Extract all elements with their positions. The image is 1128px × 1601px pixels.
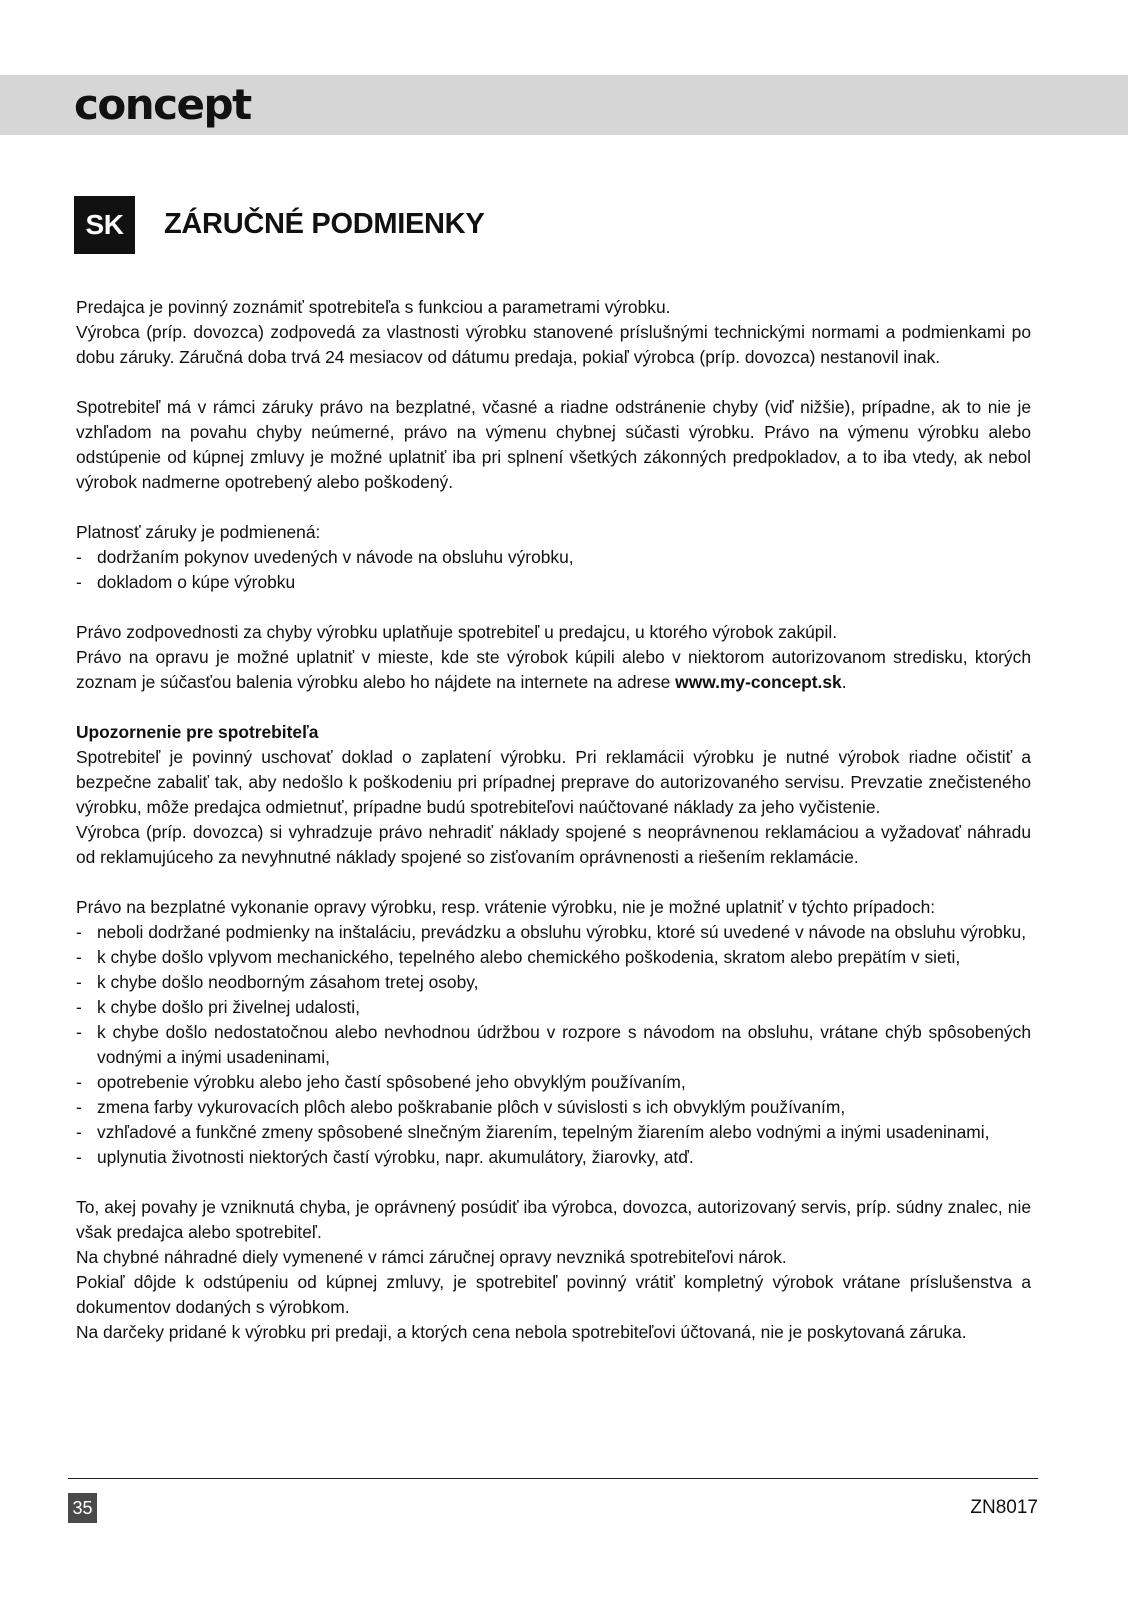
- notice-paragraph-2: Výrobca (príp. dovozca) si vyhradzuje právo nehradiť náklady spojené s neoprávnenou reklamáciou a vyžadovať náhradu od reklamujúceho za nevyhnutné náklady spojené so zisťovaním oprávnenosti a riešením reklamácie.: [76, 822, 1031, 867]
- intro-line-1: Predajca je povinný zoznámiť spotrebiteľa s funkciou a parametrami výrobku.: [76, 297, 671, 317]
- exclusions-heading: Právo na bezplatné vykonanie opravy výrobku, resp. vrátenie výrobku, nie je možné uplatniť v týchto prípadoch:: [76, 897, 936, 917]
- claims-end: .: [841, 672, 847, 692]
- validity-heading: Platnosť záruky je podmienená:: [76, 522, 321, 542]
- list-item: - k chybe došlo pri živelnej udalosti,: [76, 995, 1031, 1020]
- list-item: - neboli dodržané podmienky na inštaláciu, prevádzku a obsluhu výrobku, ktoré sú uvedené v návode na obsluhu výrobku,: [76, 920, 1031, 945]
- claims-line-1: Právo zodpovednosti za chyby výrobku uplatňuje spotrebiteľ u predajcu, u ktorého výrobok zakúpil.: [76, 622, 838, 642]
- list-item: - k chybe došlo neodborným zásahom tretej osoby,: [76, 970, 1031, 995]
- exclusions-list: [76, 920, 1031, 1170]
- website-link[interactable]: www.my-concept.sk: [675, 672, 842, 692]
- final-paragraph-1: To, akej povahy je vzniknutá chyba, je oprávnený posúdiť iba výrobca, dovozca, autorizovaný servis, príp. súdny znalec, nie však predajca alebo spotrebiteľ.: [76, 1197, 1031, 1242]
- list-item: - k chybe došlo nedostatočnou alebo nevhodnou údržbou v rozpore s návodom na obsluhu, vrátane chýb spôsobených vodnými a inými usadeninami,: [76, 1020, 1031, 1070]
- page-number: 35: [68, 1493, 97, 1523]
- notice-paragraph-1: Spotrebiteľ je povinný uschovať doklad o zaplatení výrobku. Pri reklamácii výrobku je nutné výrobok riadne očistiť a bezpečne zabaliť tak, aby nedošlo k poškodeniu pri prípadnej preprave do autorizovaného servisu. Prevzatie znečisteného výrobku, môže predajca odmietnuť, prípadne budú spotrebiteľovi naúčtované náklady za jeho vyčistenie.: [76, 747, 1031, 817]
- claims-line-2: [76, 645, 1031, 695]
- list-item: - k chybe došlo vplyvom mechanického, tepelného alebo chemického poškodenia, skratom alebo prepätím v sieti,: [76, 945, 1031, 970]
- brand-logo: concept: [74, 80, 251, 129]
- claims-text: Právo na opravu je možné uplatniť v mieste, kde ste výrobok kúpili alebo v niektorom autorizovanom stredisku, ktorých zoznam je súčasťou balenia výrobku alebo ho nájdete na internete na adrese: [76, 647, 1031, 692]
- final-paragraph-3: Pokiaľ dôjde k odstúpeniu od kúpnej zmluvy, je spotrebiteľ povinný vrátiť kompletný výrobok vrátane príslušenstva a dokumentov dodaných s výrobkom.: [76, 1272, 1031, 1317]
- rights-paragraph: Spotrebiteľ má v rámci záruky právo na bezplatné, včasné a riadne odstránenie chyby (viď nižšie), prípadne, ak to nie je vzhľadom na povahu chyby neúmerné, právo na výmenu chybnej súčasti výrobku. Právo na výmenu výrobku alebo odstúpenie od kúpnej zmluvy je možné uplatniť iba pri splnení všetkých zákonných predpokladov, a to iba vtedy, ak nebol výrobok nadmerne opotrebený alebo poškodený.: [76, 397, 1031, 492]
- final-paragraph-2: Na chybné náhradné diely vymenené v rámci záručnej opravy nevzniká spotrebiteľovi nárok.: [76, 1247, 787, 1267]
- page-title: ZÁRUČNÉ PODMIENKY: [164, 208, 485, 240]
- final-paragraph-4: Na darčeky pridané k výrobku pri predaji, a ktorých cena nebola spotrebiteľovi účtovaná, nie je poskytovaná záruka.: [76, 1322, 967, 1342]
- model-code: ZN8017: [970, 1497, 1038, 1518]
- list-item: - vzhľadové a funkčné zmeny spôsobené slnečným žiarením, tepelným žiarením alebo vodnými a inými usadeninami,: [76, 1120, 1031, 1145]
- notice-heading: Upozornenie pre spotrebiteľa: [76, 722, 319, 742]
- list-item: - zmena farby vykurovacích plôch alebo poškrabanie plôch v súvislosti s ich obvyklým používaním,: [76, 1095, 1031, 1120]
- language-badge: SK: [74, 196, 135, 254]
- footer-divider: [68, 1478, 1038, 1479]
- list-item: - dokladom o kúpe výrobku: [76, 570, 1031, 595]
- warranty-text: [76, 295, 1031, 1345]
- list-item: - dodržaním pokynov uvedených v návode na obsluhu výrobku,: [76, 545, 1031, 570]
- list-item: - uplynutia životnosti niektorých častí výrobku, napr. akumulátory, žiarovky, atď.: [76, 1145, 1031, 1170]
- list-item: - opotrebenie výrobku alebo jeho častí spôsobené jeho obvyklým používaním,: [76, 1070, 1031, 1095]
- validity-list: [76, 545, 1031, 595]
- intro-line-2: Výrobca (príp. dovozca) zodpovedá za vlastnosti výrobku stanovené príslušnými technickými normami a podmienkami po dobu záruky. Záručná doba trvá 24 mesiacov od dátumu predaja, pokiaľ výrobca (príp. dovozca) nestanovil inak.: [76, 322, 1031, 367]
